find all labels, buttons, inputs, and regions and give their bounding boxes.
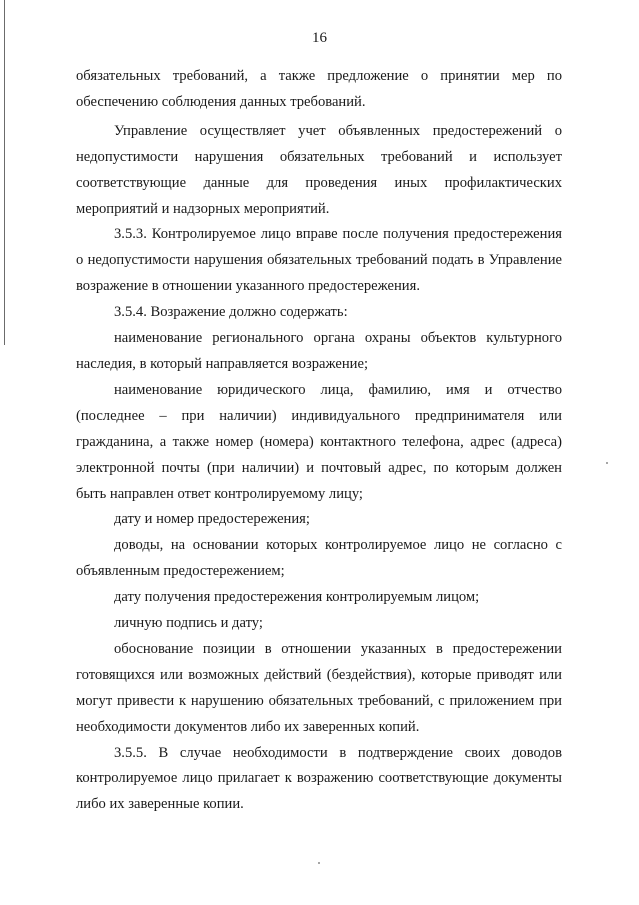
page-edge-line: [4, 0, 5, 345]
list-item-applicant-details: наименование юридического лица, фамилию, имя и отчество (последнее – при наличии) индивидуального предпринимателя или гражданина, а также номер (номера) контактного телефона, адрес (адреса) электронной почты (при наличии) и почтовый адрес, по которым должен быть направлен ответ контролируемому лицу;: [76, 381, 562, 502]
page-number: 16: [312, 30, 327, 46]
list-item-arguments: доводы, на основании которых контролируемое лицо не согласно с объявленным предостережением;: [76, 537, 562, 580]
list-item-authority-name: наименование регионального органа охраны объектов культурного наследия, в который направляется возражение;: [76, 330, 562, 372]
list-item-receipt-date: дату получения предостережения контролируемым лицом;: [114, 589, 480, 606]
list-item-signature: личную подпись и дату;: [114, 615, 263, 632]
paragraph-management-accounting: Управление осуществляет учет объявленных предостережений о недопустимости нарушения обязательных требований и использует соответствующие данные для проведения иных профилактических мероприятий и надзорных мероприятий.: [76, 122, 562, 217]
list-item-justification: обоснование позиции в отношении указанных в предостережении готовящихся или возможных действий (бездействия), которые приводят или могут привести к нарушению обязательных требований, с приложением при необходимости документов либо их заверенных копий.: [76, 640, 562, 735]
document-body: [76, 64, 562, 818]
paragraph-3-5-5: 3.5.5. В случае необходимости в подтверждение своих доводов контролируемое лицо прилагает к возражению соответствующие документы либо их заверенные копии.: [76, 744, 562, 813]
scan-speck: [606, 462, 608, 464]
paragraph-3-5-4: 3.5.4. Возражение должно содержать:: [114, 304, 348, 321]
paragraph-continuation: обязательных требований, а также предложение о принятии мер по обеспечению соблюдения данных требований.: [76, 68, 562, 110]
paragraph-3-5-3: 3.5.3. Контролируемое лицо вправе после получения предостережения о недопустимости нарушения обязательных требований подать в Управление возражение в отношении указанного предостережения.: [76, 226, 562, 295]
list-item-warning-date-number: дату и номер предостережения;: [114, 511, 310, 528]
scan-speck: [318, 862, 320, 864]
